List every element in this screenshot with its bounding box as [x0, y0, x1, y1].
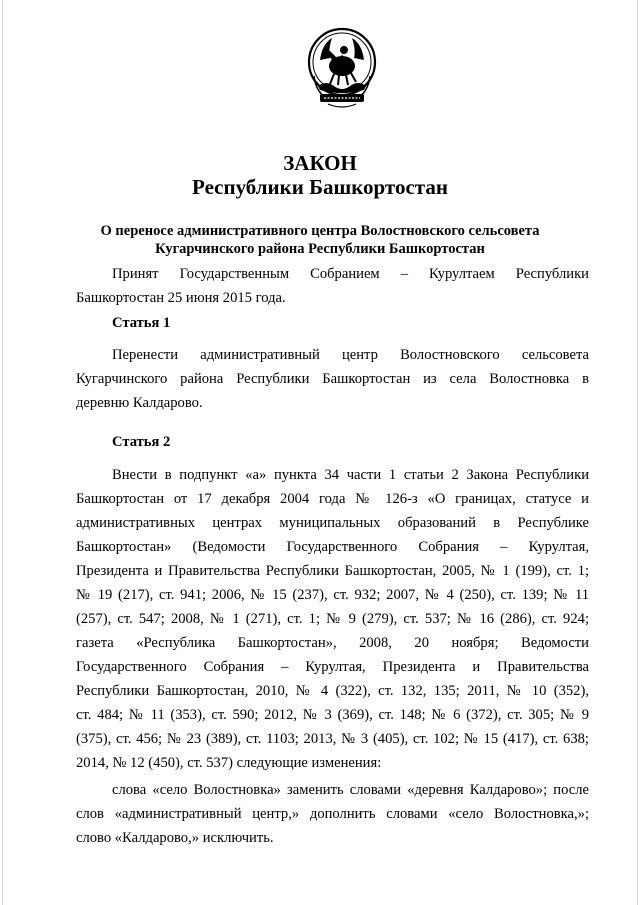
law-subject-line: О переносе административного центра Волостновского сельсовета	[100, 223, 540, 239]
bashkortostan-emblem-icon	[306, 24, 378, 114]
article-2-line: Внести в подпункт «а» пункта 34 части 1 статьи 2 Закона Республики	[112, 467, 589, 483]
article-1-line: деревню Калдарово.	[76, 395, 203, 411]
adoption-statement	[76, 262, 589, 310]
adoption-line: Принят Государственным Собранием – Курултаем Республики	[112, 266, 589, 282]
article-2-heading: Статья 2	[112, 434, 171, 450]
change-line: слов «административный центр,» дополнить словами «село Волостновка,»;	[76, 806, 589, 822]
change-line: слова «село Волостновка» заменить словами «деревня Калдарово»; после	[112, 782, 589, 798]
article-2-line: Президента и Правительства Республики Башкортостан, 2005, № 1 (199), ст. 1;	[76, 563, 589, 579]
article-2-line: Государственного Собрания – Курултая, Президента и Правительства	[76, 659, 589, 675]
article-2-line: Башкортостан от 17 декабря 2004 года № 126-з «О границах, статусе и	[76, 491, 589, 507]
law-subject	[70, 222, 570, 258]
article-2-line: газета «Республика Башкортостан», 2008, 20 ноября; Ведомости	[76, 635, 589, 651]
article-1-line: Перенести административный центр Волостновского сельсовета	[112, 347, 589, 363]
law-subject-line: Кугарчинского района Республики Башкортостан	[155, 241, 485, 257]
page-edge-left	[2, 0, 3, 905]
change-line: слово «Калдарово,» исключить.	[76, 830, 274, 846]
adoption-line: Башкортостан 25 июня 2015 года.	[76, 290, 286, 306]
article-1-line: Кугарчинского района Республики Башкортостан из села Волостновка в	[76, 371, 589, 387]
page-edge-right	[637, 0, 638, 905]
article-2-text	[76, 463, 589, 775]
article-2-line: 2014, № 12 (450), ст. 537) следующие изменения:	[76, 755, 382, 771]
article-2-changes	[76, 778, 589, 850]
article-1-heading: Статья 1	[112, 315, 171, 331]
article-2-line: № 19 (217), ст. 941; 2006, № 15 (237), ст. 932; 2007, № 4 (250), ст. 139; № 11	[76, 587, 589, 603]
article-2-line: Республики Башкортостан, 2010, № 4 (322), ст. 132, 135; 2011, № 10 (352),	[76, 683, 589, 699]
article-2-line: (375), ст. 456; № 23 (389), ст. 1103; 2013, № 3 (405), ст. 102; № 15 (417), ст. 638;	[76, 731, 589, 747]
document-title: ЗАКОН	[283, 151, 357, 175]
article-2-line: ст. 484; № 11 (353), ст. 590; 2012, № 3 (369), ст. 148; № 6 (372), ст. 305; № 9	[76, 707, 589, 723]
article-2-line: административных центрах муниципальных образований в Республике	[76, 515, 589, 531]
article-2-line: Башкортостан» (Ведомости Государственного Собрания – Курултая,	[76, 539, 589, 555]
article-1-text	[76, 343, 589, 415]
article-2-line: (257), ст. 547; 2008, № 1 (271), ст. 1; № 9 (279), ст. 537; № 16 (286), ст. 924;	[76, 611, 589, 627]
document-title-republic: Республики Башкортостан	[192, 175, 448, 199]
